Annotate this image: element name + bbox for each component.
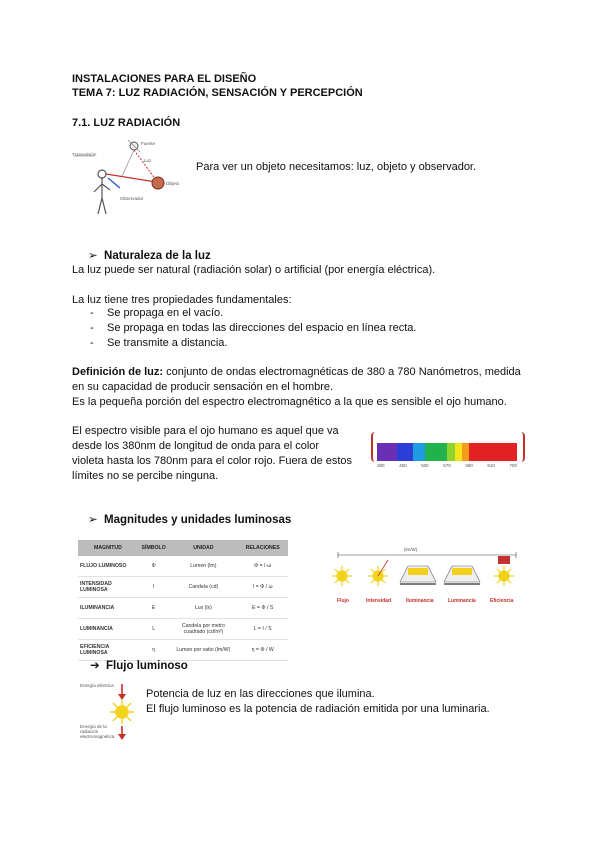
label-energia-radiacion-2: radiación (80, 729, 99, 734)
caption-flujo: Flujo (337, 598, 349, 604)
spectrum-ticks (377, 463, 517, 468)
naturaleza-heading (88, 248, 211, 262)
diagram-top-label: (lm/W) (404, 547, 418, 552)
flujo-line1: Potencia de luz en las direcciones que ilumina. (146, 688, 375, 700)
luminance-lamp-icon (444, 566, 480, 584)
label-light: Luz (144, 158, 152, 163)
band-orange (462, 443, 469, 461)
label-energia-electrica: Energía eléctrica (80, 683, 114, 688)
magnitudes-heading (88, 512, 291, 526)
tick-label: 500 (421, 463, 429, 468)
caption-luminancia: Luminancia (448, 598, 476, 604)
table-header: SÍMBOLO (138, 540, 170, 556)
section-heading: 7.1. LUZ RADIACIÓN (72, 117, 181, 129)
label-source: Fuente (141, 141, 156, 146)
spectrum-line1: El espectro visible para el ojo humano es aquel que va (72, 425, 339, 437)
magnitudes-diagram (328, 546, 520, 602)
sun-icon (368, 560, 388, 586)
illuminance-lamp-icon (400, 566, 436, 584)
sun-icon (332, 566, 352, 586)
definition-line1 (72, 365, 521, 380)
table-row: LUMINANCIA L Candela por metro cuadrado (cd/m²) L = I / S (78, 619, 288, 640)
magnitudes-title: Magnitudes y unidades luminosas (104, 514, 292, 526)
table-row: EFICIENCIA LUMINOSA η Lumen por vatio (lm/W) η = Φ / W (78, 640, 288, 661)
band-red (469, 443, 517, 461)
course-title: INSTALACIONES PARA EL DISEÑO (72, 73, 257, 85)
band-yellowgreen (447, 443, 455, 461)
efficiency-icon (494, 556, 514, 586)
object-ball (152, 177, 164, 189)
flujo-line2: El flujo luminoso es la potencia de radiación emitida por una luminaria. (146, 703, 490, 715)
list-item: - Se transmite a distancia. (90, 337, 228, 349)
band-green (425, 443, 447, 461)
naturaleza-p1: La luz puede ser natural (radiación solar) o artificial (por energía eléctrica). (72, 264, 436, 276)
flujo-title: Flujo luminoso (106, 660, 188, 672)
arrow-right-icon: ➔ (90, 660, 107, 672)
table-header: UNIDAD (169, 540, 237, 556)
spectrum-line4: límites no se percibe ninguna. (72, 470, 219, 482)
table-header: RELACIONES (237, 540, 288, 556)
arrow-bullet-icon: ➢ (88, 250, 105, 262)
caption-intensidad: Intensidad (366, 598, 392, 604)
caption-eficiencia: Eficiencia (490, 598, 514, 604)
properties-list (72, 306, 416, 351)
spectrum-line3: violeta hasta los 780nm para el color rojo. Fuera de estos (72, 455, 353, 467)
label-energia-radiacion-3: electromagnética (80, 734, 115, 739)
spectrum-line2: desde los 380nm de longitud de onda para el color (72, 440, 320, 452)
label-observer: Observador (120, 196, 144, 201)
tick-label: 570 (443, 463, 451, 468)
definition-label: Definición de luz: (72, 366, 164, 378)
observer-figure (94, 170, 110, 214)
table-row: ILUMINANCIA E Lux (lx) E = Φ / S (78, 598, 288, 619)
table-row: INTENSIDAD LUMINOSA I Candela (cd) I = Φ / ω (78, 577, 288, 598)
label-object: Objeto (166, 181, 180, 186)
limit-bracket-right (517, 432, 525, 462)
table-row: FLUJO LUMINOSO Φ Lumen (lm) Φ = I·ω (78, 556, 288, 577)
definition-line2: en su capacidad de producir sensación en el hombre. (72, 381, 334, 393)
tick-label: 450 (399, 463, 407, 468)
table-header-row (78, 540, 288, 556)
naturaleza-p2: La luz tiene tres propiedades fundamentales: (72, 294, 292, 306)
tick-label: 780 (509, 463, 517, 468)
topic-title: TEMA 7: LUZ RADIACIÓN, SENSACIÓN Y PERCEPCIÓN (72, 87, 363, 99)
limit-bracket-left (371, 432, 379, 462)
definition-line3: Es la pequeña porción del espectro electromagnético a la que es sensible el ojo humano. (72, 396, 507, 408)
tick-label: 610 (487, 463, 495, 468)
arrow-bullet-icon: ➢ (88, 514, 105, 526)
sun-icon (110, 700, 134, 724)
band-cyan (413, 443, 424, 461)
tick-label: 380 (377, 463, 385, 468)
tick-label: 590 (465, 463, 473, 468)
definition-text: conjunto de ondas electromagnéticas de 380 a 780 Nanómetros, medida (163, 366, 521, 378)
band-blue (397, 443, 414, 461)
list-item: - Se propaga en todas las direcciones del espacio en línea recta. (90, 322, 417, 334)
label-energia-radiacion-1: Energía de la (80, 724, 107, 729)
caption-iluminancia: Iluminancia (406, 598, 434, 604)
label-transmitter: Transmisión (72, 152, 97, 157)
light-object-observer-diagram (72, 136, 190, 218)
magnitudes-table (78, 540, 288, 661)
intro-text: Para ver un objeto necesitamos: luz, objeto y observador. (196, 161, 477, 173)
band-violet (377, 443, 397, 461)
table-header: MAGNITUD (78, 540, 138, 556)
flujo-heading (90, 658, 188, 672)
naturaleza-title: Naturaleza de la luz (104, 250, 211, 262)
band-yellow (455, 443, 462, 461)
visible-spectrum-bar (377, 443, 517, 461)
list-item: - Se propaga en el vacío. (90, 307, 224, 319)
